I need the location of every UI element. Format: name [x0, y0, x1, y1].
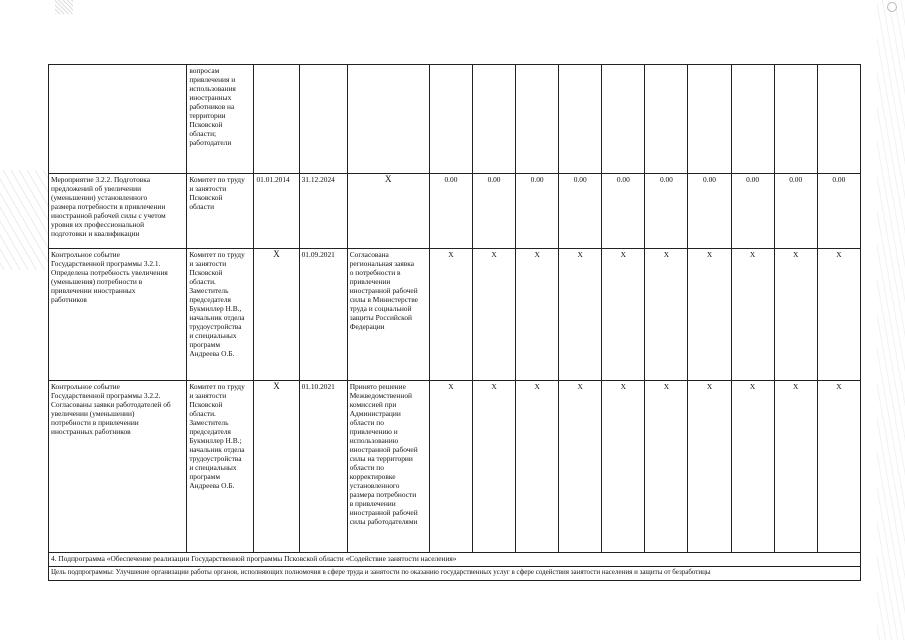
value-cell: 0.00 [429, 174, 472, 249]
value-cell [472, 65, 515, 174]
executor-cell: Комитет по труду и занятости Псковской области. Заместитель председателя Букмиллер Н.В.; начальник отдела трудоустройства и специальных программ Андреева О.Б. [187, 381, 254, 553]
value-cell: X [429, 249, 472, 381]
value-cell: X [559, 249, 602, 381]
executor-cell: Комитет по труду и занятости Псковской области. Заместитель председателя Букмиллер Н.В., начальник отдела трудоустройства и специальных программ Андреева О.Б. [187, 249, 254, 381]
event-cell: Контрольное событие Государственной программы 3.2.2. Согласованы заявки работодателей об увеличении (уменьшении) потребности в привлечении иностранных работников [49, 381, 187, 553]
value-cell [817, 65, 860, 174]
value-cell: X [645, 249, 688, 381]
value-cell: X [516, 249, 559, 381]
end-date-cell: 01.10.2021 [299, 381, 347, 553]
scan-mark-corner [887, 2, 897, 12]
table-row [49, 174, 861, 249]
value-cell: 0.00 [645, 174, 688, 249]
value-cell: 0.00 [731, 174, 774, 249]
value-cell [731, 65, 774, 174]
end-date-cell: 31.12.2024 [299, 174, 347, 249]
executor-cell: Комитет по труду и занятости Псковской области [187, 174, 254, 249]
scan-noise-left [0, 170, 48, 270]
table-row [49, 567, 861, 581]
value-cell: X [559, 381, 602, 553]
scan-noise-right [877, 0, 905, 640]
value-cell: 0.00 [472, 174, 515, 249]
value-cell: 0.00 [688, 174, 731, 249]
value-cell: X [731, 381, 774, 553]
value-cell [774, 65, 817, 174]
value-cell: X [731, 249, 774, 381]
program-table [48, 64, 861, 581]
scan-mark-top [55, 0, 73, 14]
start-date-cell: X [254, 381, 299, 553]
value-cell: X [602, 249, 645, 381]
value-cell: X [472, 381, 515, 553]
value-cell: X [429, 381, 472, 553]
value-cell [429, 65, 472, 174]
value-cell [516, 65, 559, 174]
end-date-cell: 01.09.2021 [299, 249, 347, 381]
value-cell [645, 65, 688, 174]
value-cell [688, 65, 731, 174]
result-cell [347, 65, 429, 174]
result-cell: Согласована региональная заявка о потребности в привлечении иностранной рабочей силы в Министерстве труда и социальной защиты Российской Федерации [347, 249, 429, 381]
value-cell: 0.00 [516, 174, 559, 249]
start-date-cell: 01.01.2014 [254, 174, 299, 249]
value-cell: 0.00 [602, 174, 645, 249]
value-cell: X [516, 381, 559, 553]
value-cell: X [645, 381, 688, 553]
value-cell [602, 65, 645, 174]
table-row [49, 553, 861, 567]
value-cell: 0.00 [817, 174, 860, 249]
executor-cell: вопросам привлечения и использования иностранных работников на территории Псковской области; работодатели [187, 65, 254, 174]
table-row [49, 381, 861, 553]
event-cell: Мероприятие 3.2.2. Подготовка предложений об увеличении (уменьшении) установленного размера потребности в привлечении иностранной рабочей силы с учетом уровня их профессиональной подготовки и квалификации [49, 174, 187, 249]
value-cell: X [602, 381, 645, 553]
result-cell: Принято решение Межведомственной комиссией при Администрации области по привлечению и использованию иностранной рабочей силы на территории области по корректировке установленного размера потребности в привлечении иностранной рабочей силы работодателями [347, 381, 429, 553]
value-cell: 0.00 [774, 174, 817, 249]
table-row [49, 249, 861, 381]
end-date-cell [299, 65, 347, 174]
value-cell: 0.00 [559, 174, 602, 249]
start-date-cell: X [254, 249, 299, 381]
result-cell: X [347, 174, 429, 249]
value-cell: X [688, 249, 731, 381]
subprogram-goal: Цель подпрограммы: Улучшение организации работы органов, исполняющих полномочия в сфере труда и занятости по оказанию государственных услуг в сфере содействия занятости населения и защиты от безработицы [49, 567, 861, 581]
value-cell: X [817, 249, 860, 381]
value-cell: X [688, 381, 731, 553]
event-cell [49, 65, 187, 174]
start-date-cell [254, 65, 299, 174]
value-cell [559, 65, 602, 174]
subprogram-title: 4. Подпрограмма «Обеспечение реализации Государственной программы Псковской области «Содействие занятости населения» [49, 553, 861, 567]
value-cell: X [817, 381, 860, 553]
event-cell: Контрольное событие Государственной программы 3.2.1. Определена потребность увеличения (уменьшения) потребности в привлечении иностранных работников [49, 249, 187, 381]
value-cell: X [774, 249, 817, 381]
value-cell: X [774, 381, 817, 553]
table-row [49, 65, 861, 174]
value-cell: X [472, 249, 515, 381]
